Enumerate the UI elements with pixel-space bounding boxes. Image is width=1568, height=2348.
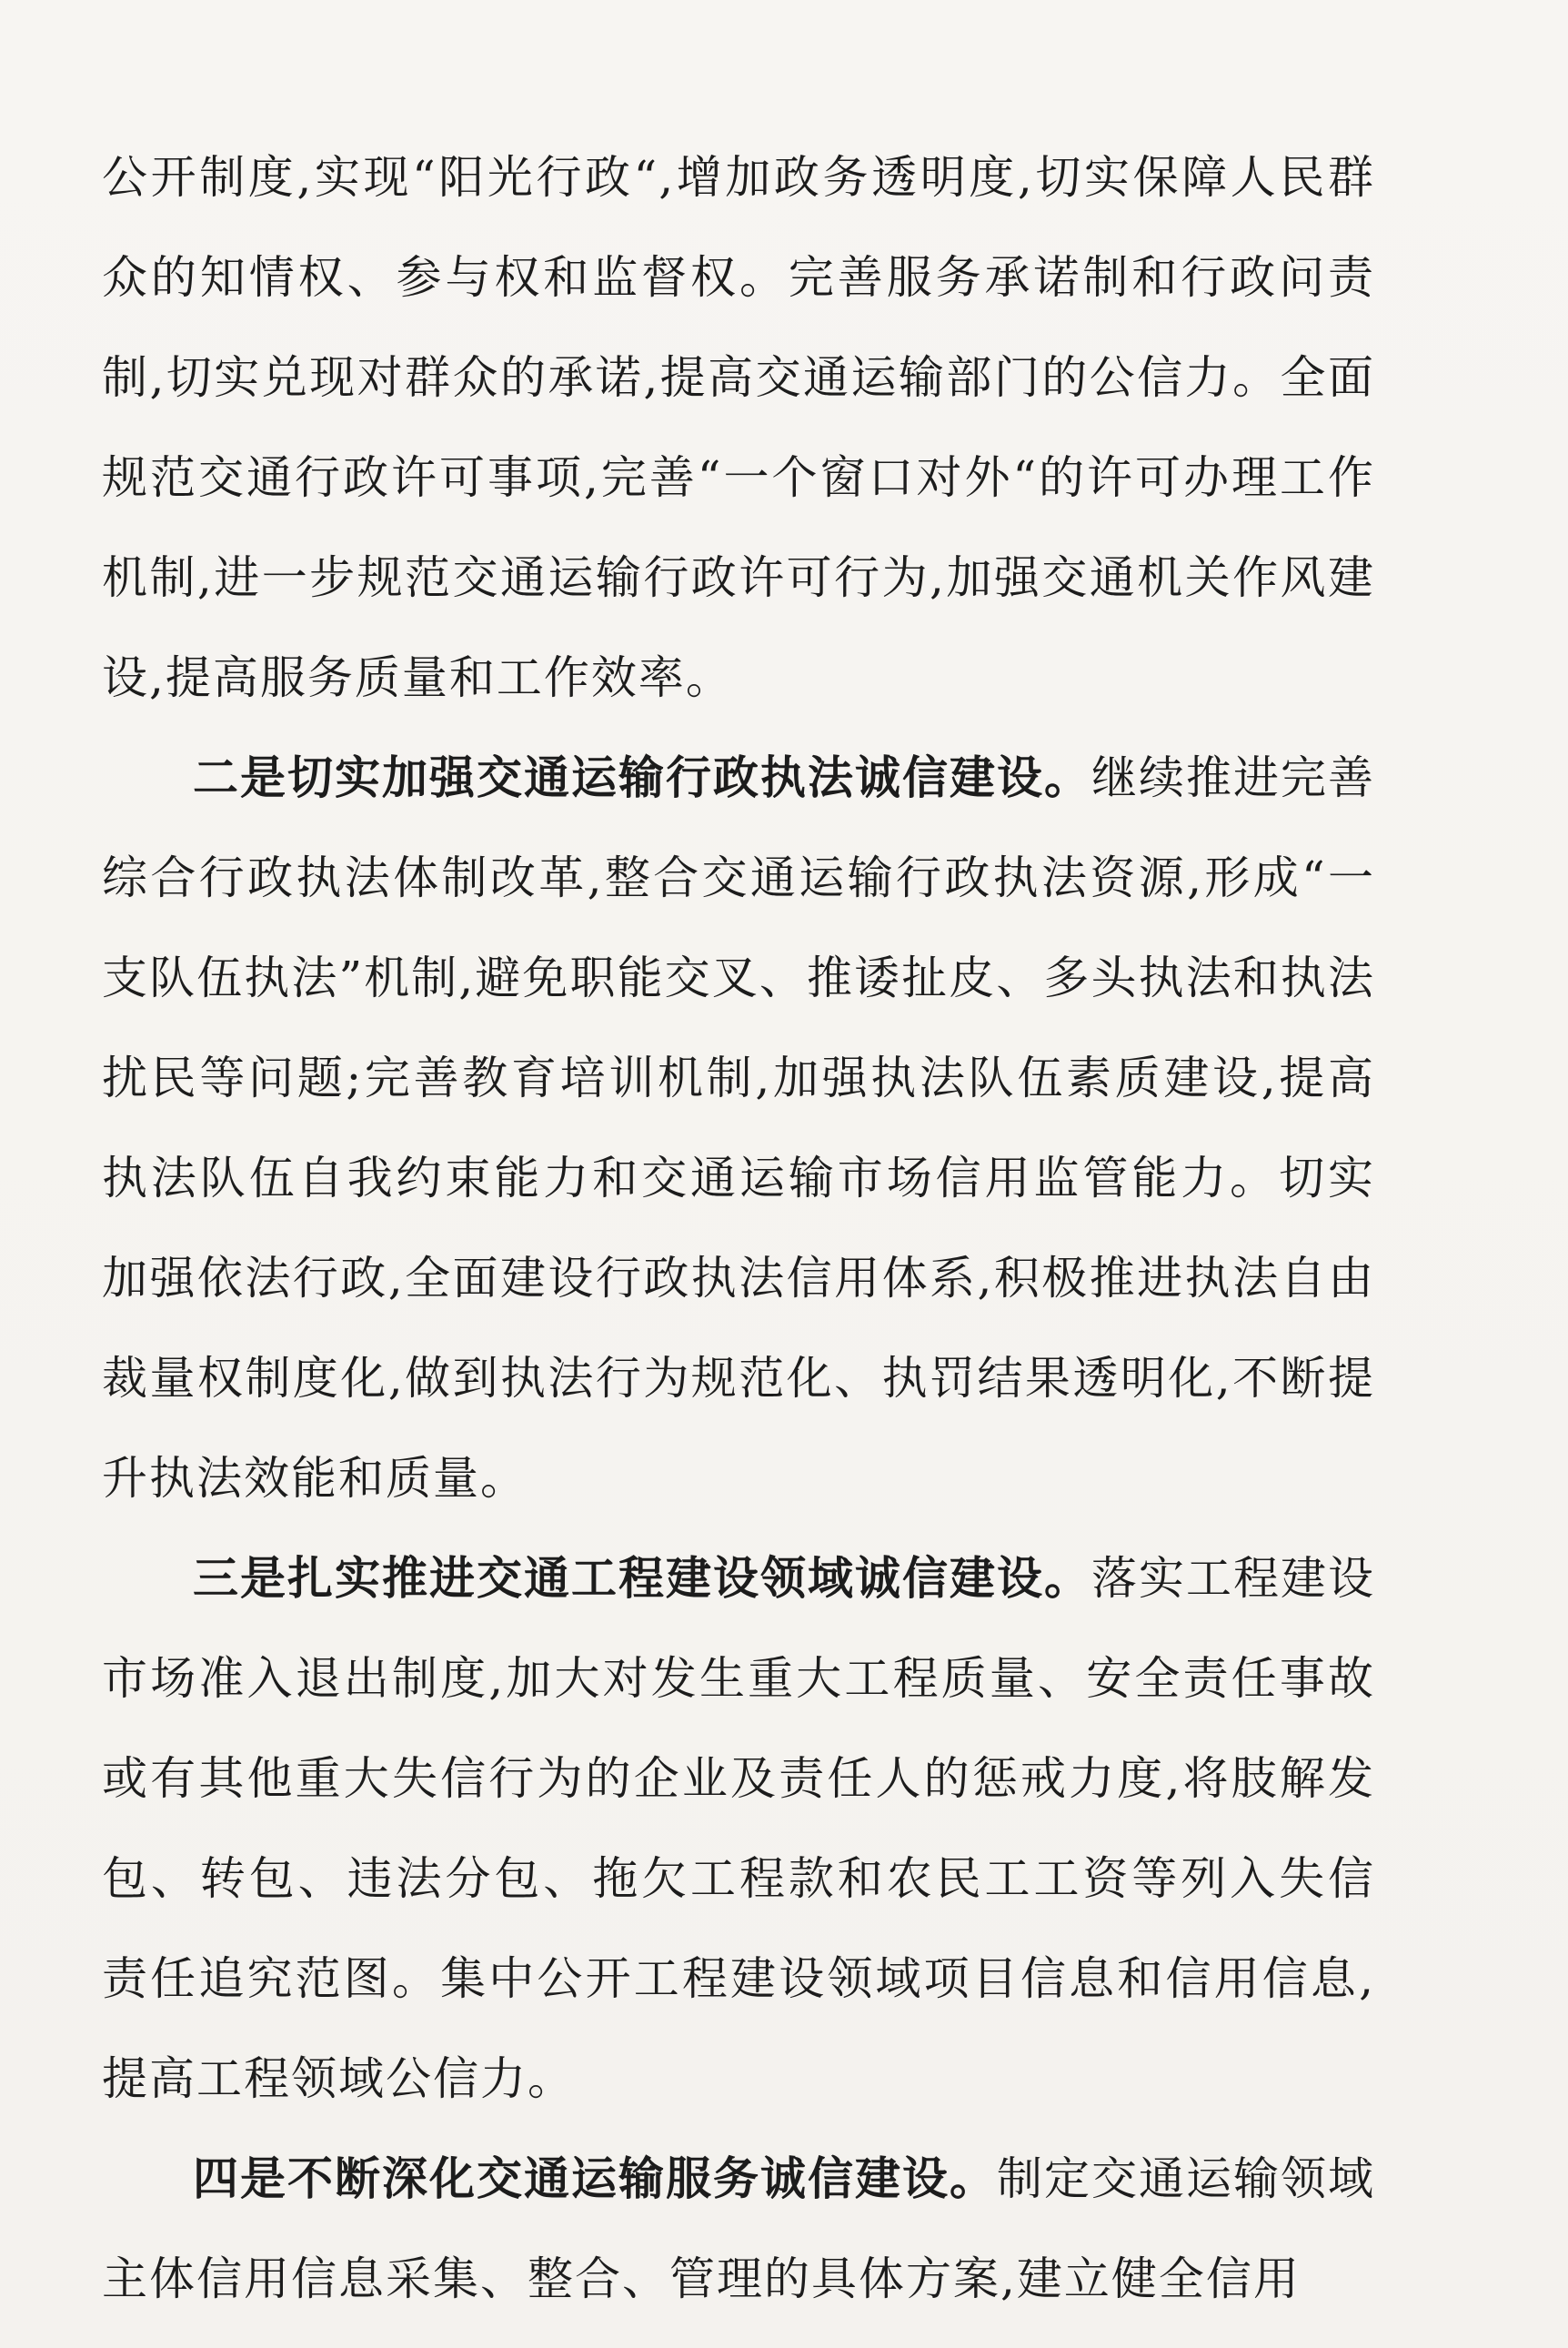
- paragraph-3: [102, 1528, 1375, 2129]
- paragraph-4: [102, 2129, 1375, 2329]
- paragraph-2-body: 继续推进完善综合行政执法体制改革,整合交通运输行政执法资源,形成“一支队伍执法”机制,避免职能交叉、推诿扯皮、多头执法和执法扰民等问题;完善教育培训机制,加强执法队伍素质建设,提高执法队伍自我约束能力和交通运输市场信用监管能力。切实加强依法行政,全面建设行政执法信用体系,积极推进执法自由裁量权制度化,做到执法行为规范化、执罚结果透明化,不断提升执法效能和质量。: [102, 751, 1375, 1505]
- paragraph-3-body: 落实工程建设市场准入退出制度,加大对发生重大工程质量、安全责任事故或有其他重大失信行为的企业及责任人的惩戒力度,将肢解发包、转包、违法分包、拖欠工程款和农民工工资等列入失信责任追究范图。集中公开工程建设领域项目信息和信用信息,提高工程领域公信力。: [102, 1552, 1375, 2105]
- paragraph-2-lead: 二是切实加强交通运输行政执法诚信建设。: [193, 751, 1091, 804]
- document-body: [102, 127, 1375, 2329]
- paragraph-4-lead: 四是不断深化交通运输服务诚信建设。: [193, 2151, 997, 2205]
- paragraph-4-body: 制定交通运输领域主体信用信息采集、整合、管理的具体方案,建立健全信用: [102, 2152, 1375, 2305]
- paragraph-1: [102, 127, 1375, 728]
- paragraph-2: [102, 728, 1375, 1528]
- paragraph-1-body: 公开制度,实现“阳光行政“,增加政务透明度,切实保障人民群众的知情权、参与权和监督权。完善服务承诺制和行政问责制,切实兑现对群众的承诺,提高交通运输部门的公信力。全面规范交通行政许可事项,完善“一个窗口对外“的许可办理工作机制,进一步规范交通运输行政许可行为,加强交通机关作风建设,提高服务质量和工作效率。: [102, 151, 1375, 704]
- paragraph-3-lead: 三是扎实推进交通工程建设领域诚信建设。: [193, 1551, 1091, 1605]
